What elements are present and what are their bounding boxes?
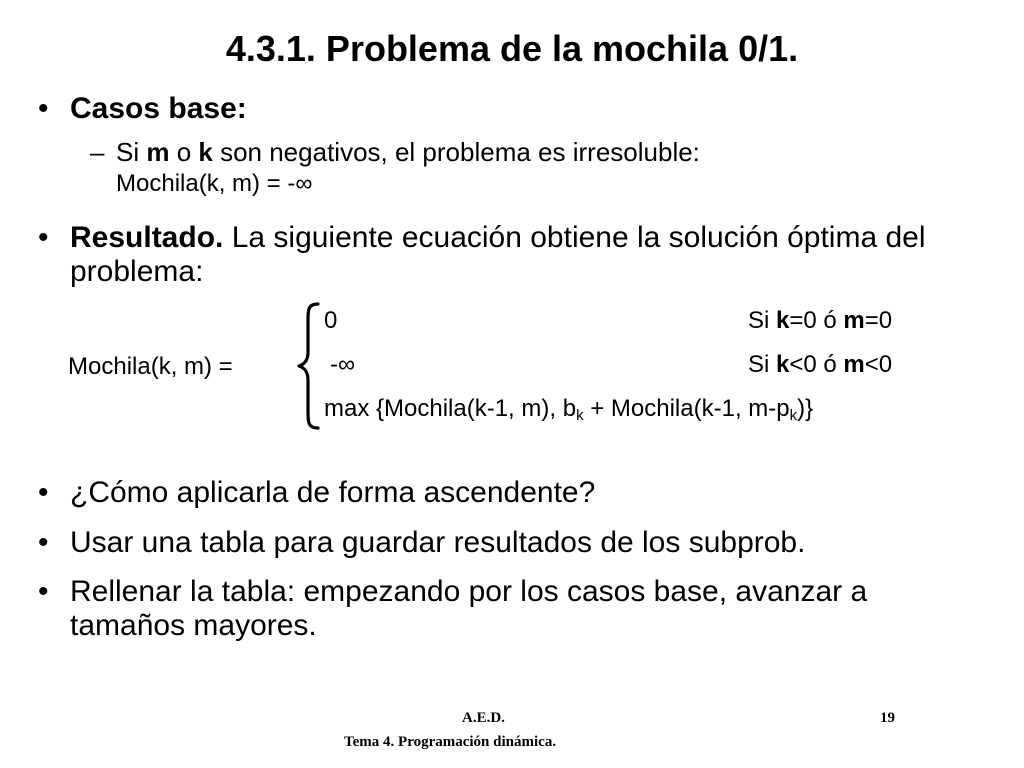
- text-span: <0 ó: [789, 351, 844, 378]
- bullet-rellenar-tabla: Rellenar la tabla: empezando por los casos base, avanzar a tamaños mayores.: [70, 575, 868, 642]
- bullet-marker: •: [38, 221, 49, 254]
- text-span: o: [169, 137, 199, 167]
- var-k: k: [198, 137, 213, 167]
- text-span: Si: [116, 137, 147, 167]
- case1-value: 0: [324, 307, 338, 334]
- text-span: max {Mochila(k-1, m), b: [324, 395, 577, 422]
- footer-course: A.E.D.: [462, 710, 505, 726]
- var-m: m: [843, 307, 865, 334]
- bullet-usar-tabla: Usar una tabla para guardar resultados de los subprob.: [70, 526, 806, 559]
- sub-bullet-negative-case: [116, 137, 996, 199]
- text-span: son negativos, el problema es irresoluble:: [212, 137, 700, 167]
- text-span: <0: [864, 351, 893, 378]
- text-span: Si: [748, 307, 777, 334]
- bullet-marker: •: [38, 92, 49, 125]
- text-span: Si: [748, 351, 777, 378]
- text-span: =0: [864, 307, 893, 334]
- text-span: La siguiente ecuación obtiene la solución óptima del problema:: [70, 221, 926, 288]
- page-number: 19: [880, 710, 895, 726]
- bullet-marker: •: [38, 575, 49, 608]
- case2-condition: [748, 350, 892, 380]
- footer-topic: Tema 4. Programación dinámica.: [344, 734, 557, 750]
- var-k: k: [776, 307, 790, 334]
- var-m: m: [843, 351, 865, 378]
- case2-value: -∞: [330, 351, 356, 378]
- slide-title: 4.3.1. Problema de la mochila 0/1.: [225, 28, 799, 69]
- case1-condition: [748, 306, 892, 336]
- bullet-marker: •: [38, 526, 49, 559]
- bullet-ascendente: ¿Cómo aplicarla de forma ascendente?: [70, 476, 596, 509]
- text-span: )}: [797, 395, 814, 422]
- bullet-casos-base: Casos base:: [70, 92, 247, 125]
- sub-bullet-marker: –: [90, 137, 105, 167]
- text-span: + Mochila(k-1, m-p: [583, 395, 790, 422]
- bullet-resultado: [70, 221, 1000, 289]
- subscript-k: k: [789, 407, 798, 424]
- bold-lead: Resultado.: [70, 221, 224, 254]
- curly-brace-icon: [296, 302, 322, 430]
- equation-lhs: Mochila(k, m) =: [68, 353, 233, 380]
- case3-recurrence: [324, 394, 813, 424]
- subscript-k: k: [576, 407, 584, 424]
- text-span: Mochila(k, m) = -∞: [116, 170, 313, 197]
- var-m: m: [146, 137, 170, 167]
- var-k: k: [776, 351, 790, 378]
- bullet-marker: •: [38, 476, 49, 509]
- text-span: =0 ó: [789, 307, 844, 334]
